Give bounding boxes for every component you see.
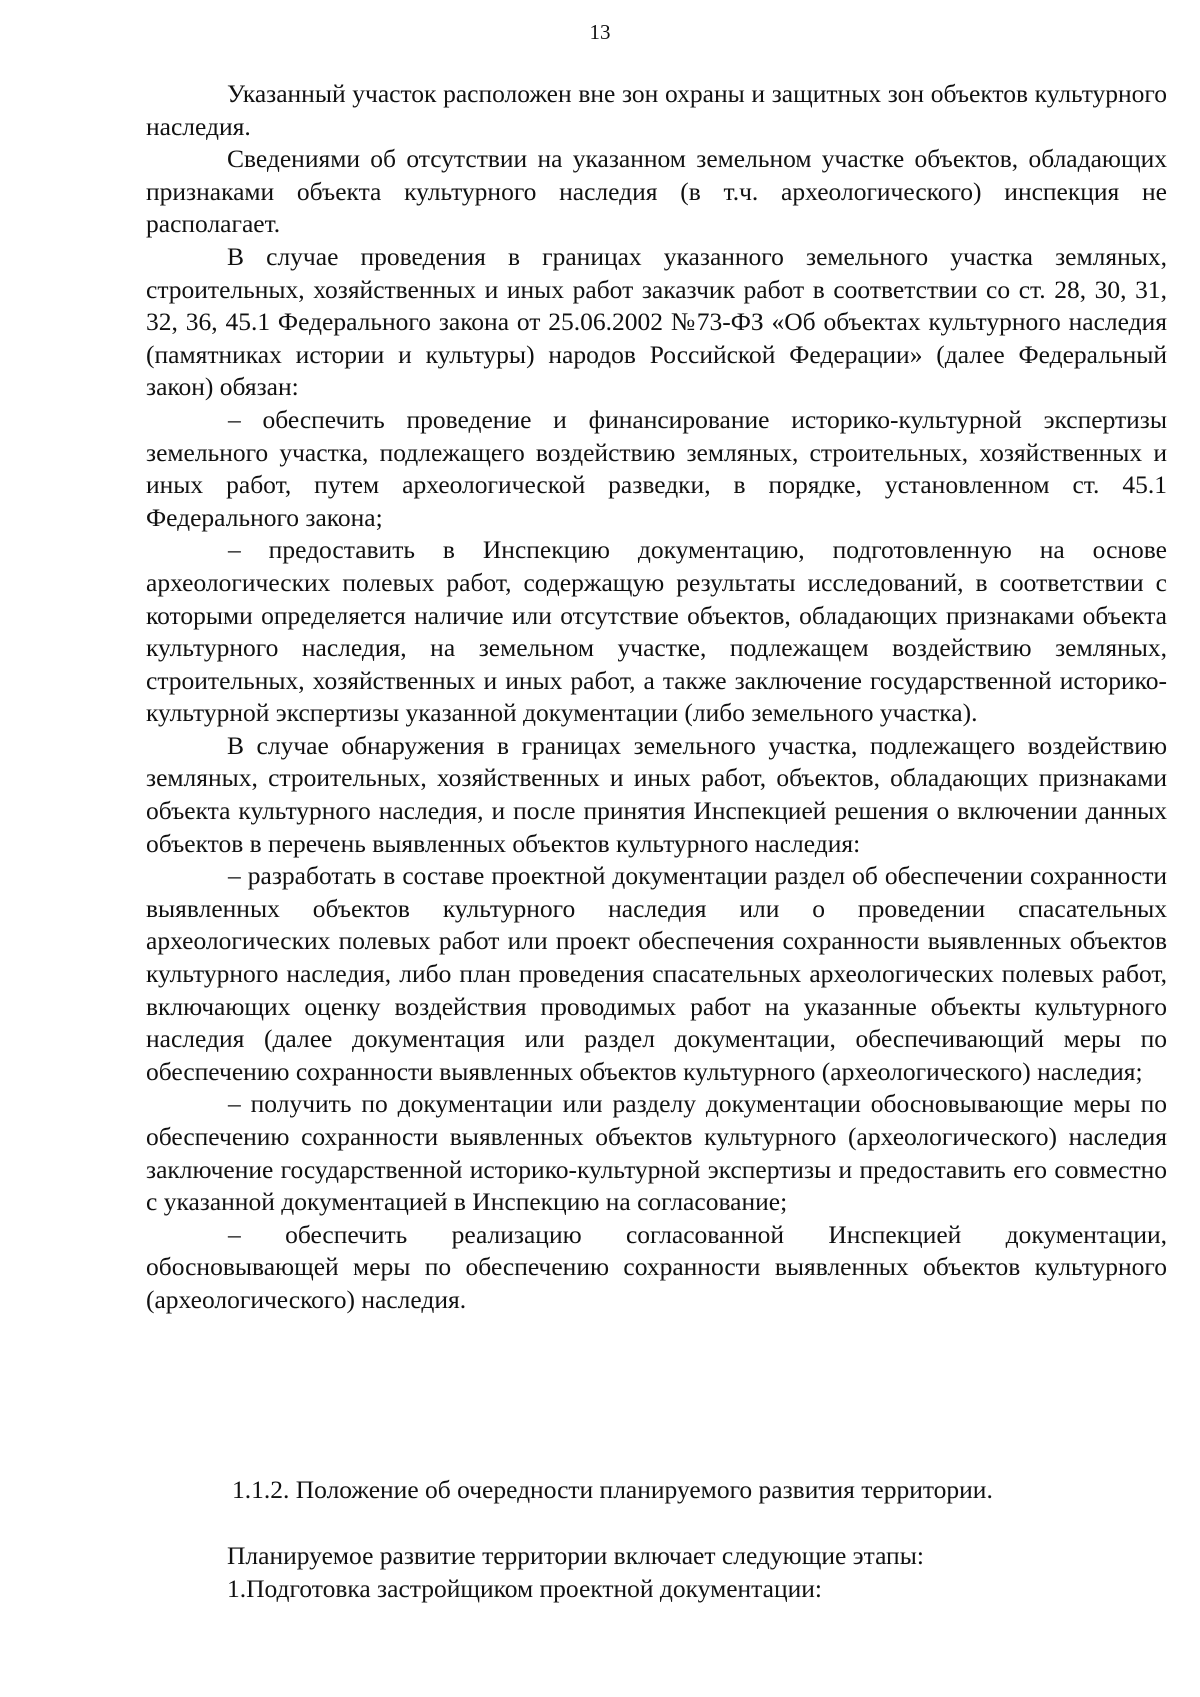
paragraph-no-info: Сведениями об отсутствии на указанном земельном участке объектов, обладающих признаками объекта культурного наследия (в т.ч. археологического) инспекция не располагает. (146, 144, 1167, 239)
stages-line: Планируемое развитие территории включает следующие этапы: (227, 1541, 924, 1570)
bullet-implement: – обеспечить реализацию согласованной Инспекцией документации, обосновывающей меры по обеспечению сохранности выявленных объектов культурного (археологического) наследия. (146, 1219, 1167, 1314)
paragraph-discovery-case: В случае обнаружения в границах земельного участка, подлежащего воздействию земляных, строительных, хозяйственных и иных работ, объектов, обладающих признаками объекта культурного наследия, и после принятия Инспекцией решения о включении данных объектов в перечень выявленных объектов культурного наследия: (146, 730, 1167, 858)
bullet-develop-section: – разработать в составе проектной документации раздел об обеспечении сохранности выявленных объектов культурного наследия или о проведении спасательных археологических полевых работ или проект обеспечения сохранности выявленных объектов культурного наследия, либо план проведения спасательных археологических полевых работ, включающих оценку воздействия проводимых работ на указанные объекты культурного наследия (далее документация или раздел документации, обеспечивающий меры по обеспечению сохранности выявленных объектов культурного (археологического) наследия; (146, 861, 1167, 1086)
document-body (146, 78, 1167, 1317)
page-number: 13 (589, 20, 611, 44)
paragraph-location: Указанный участок расположен вне зон охраны и защитных зон объектов культурного наследия. (146, 79, 1167, 141)
bullet-documentation: – предоставить в Инспекцию документацию, подготовленную на основе археологических полевых работ, содержащую результаты исследований, в соответствии с которыми определяется наличие или отсутствие объектов, обладающих признаками объекта культурного наследия, на земельном участке, подлежащем воздействию земляных, строительных, хозяйственных и иных работ, а также заключение государственной историко-культурной экспертизы указанной документации (либо земельного участка). (146, 535, 1167, 728)
section-heading: 1.1.2. Положение об очередности планируемого развития территории. (232, 1475, 993, 1504)
stages-intro (146, 1540, 1167, 1605)
stage-item-1: 1.Подготовка застройщиком проектной документации: (227, 1573, 822, 1603)
bullet-expertise: – обеспечить проведение и финансирование историко-культурной экспертизы земельного участка, подлежащего воздействию земляных, строительных, хозяйственных и иных работ, путем археологической разведки, в порядке, установленном ст. 45.1 Федерального закона; (146, 404, 1167, 532)
paragraph-obligations-intro: В случае проведения в границах указанного земельного участка земляных, строительных, хозяйственных и иных работ заказчик работ в соответствии со ст. 28, 30, 31, 32, 36, 45.1 Федерального закона от 25.06.2002 №73-ФЗ «Об объектах культурного наследия (памятниках истории и культуры) народов Российской Федерации» (далее Федеральный закон) обязан: (146, 241, 1167, 402)
bullet-obtain-expertise: – получить по документации или разделу документации обосновывающие меры по обеспечению сохранности выявленных объектов культурного (археологического) наследия заключение государственной историко-культурной экспертизы и предоставить его совместно с указанной документацией в Инспекцию на согласование; (146, 1089, 1167, 1217)
